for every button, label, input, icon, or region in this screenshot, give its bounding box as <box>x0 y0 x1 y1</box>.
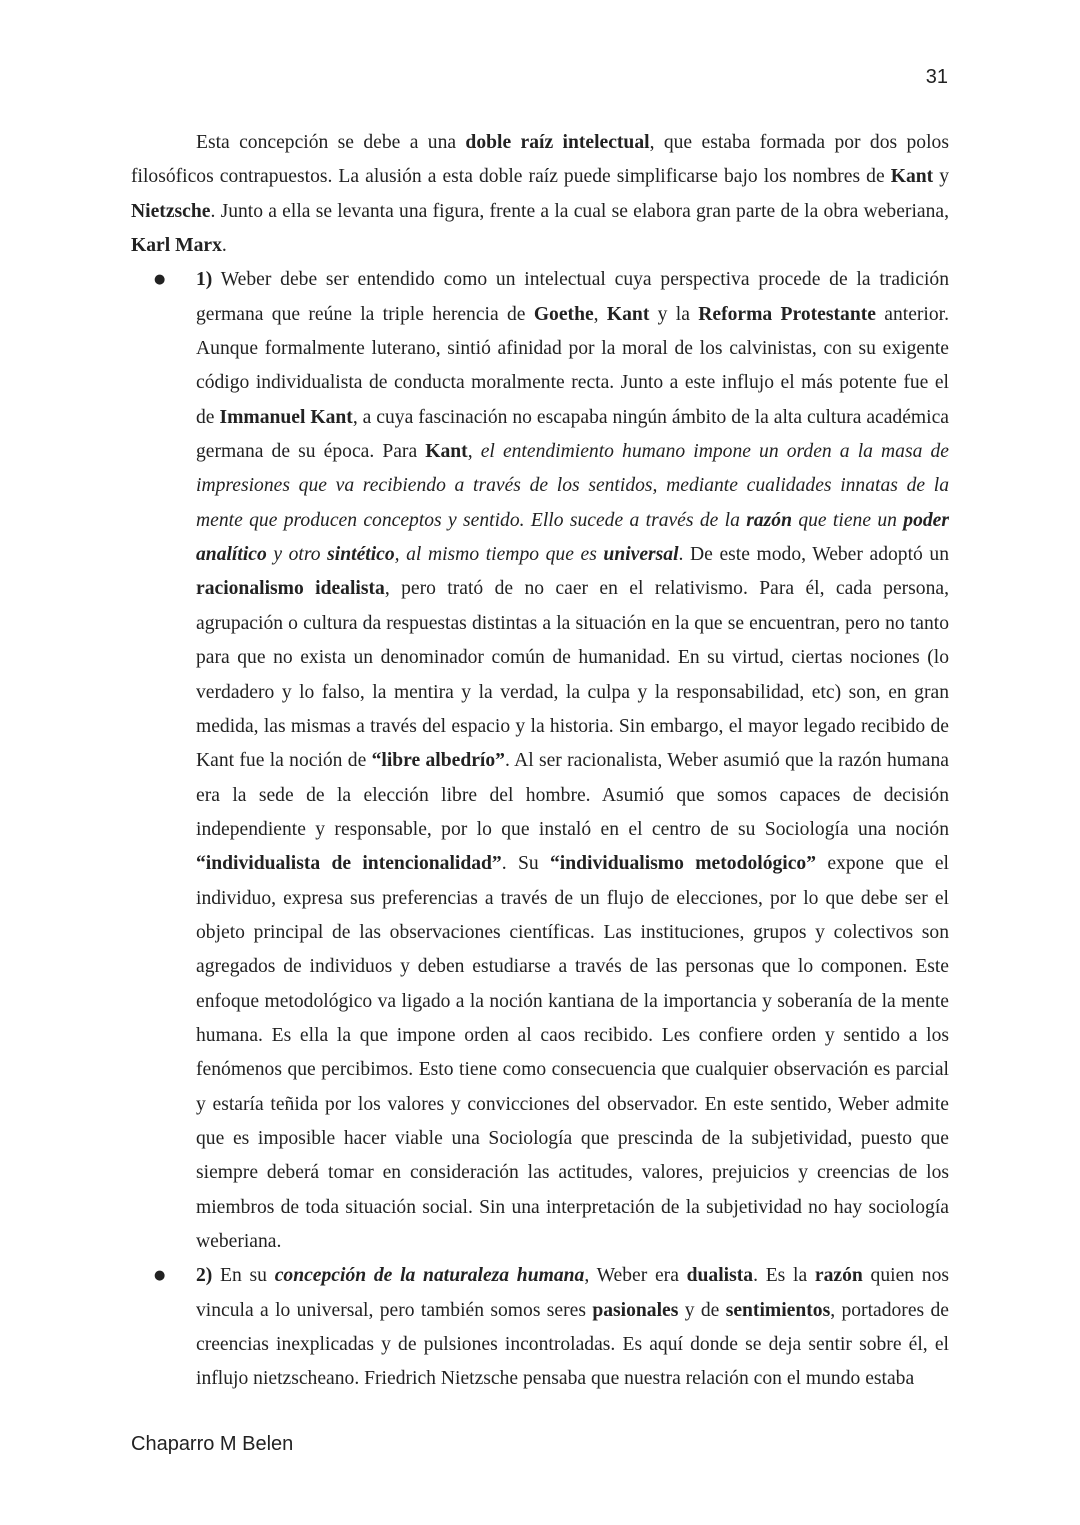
list-item: ● 1) Weber debe ser entendido como un intelectual cuya perspectiva procede de la tradición germana que reúne la triple herencia de Goethe, Kant y la Reforma Protestante anterior. Aunque formalmente luterano, sintió afinidad por la moral de los calvinistas, con su exigente código individualista de conducta moralmente recta. Junto a este influjo el más potente fue el de Immanuel Kant, a cuya fascinación no escapaba ningún ámbito de la alta cultura académica germana de su época. Para Kant, el entendimiento humano impone un orden a la masa de impresiones que va recibiendo a través de los sentidos, mediante cualidades innatas de la mente que producen conceptos y sentido. Ello sucede a través de la razón que tiene un poder analítico y otro sintético, al mismo tiempo que es universal. De este modo, Weber adoptó un racionalismo idealista, pero trató de no caer en el relativismo. Para él, cada persona, agrupación o cultura da respuestas distintas a la situación en la que se encuentran, pero no tanto para que no exista un denominador común de humanidad. En su virtud, ciertas nociones (lo verdadero y lo falso, la mentira y la verdad, la culpa y la responsabilidad, etc) son, en gran medida, las mismas a través del espacio y la historia. Sin embargo, el mayor legado recibido de Kant fue la noción de “libre albedrío”. Al ser racionalista, Weber asumió que la razón humana era la sede de la elección libre del hombre. Asumió que somos capaces de decisión independiente y responsable, por lo que instaló en el centro de su Sociología una noción “individualista de intencionalidad”. Su “individualismo metodológico” expone que el individuo, expresa sus preferencias a través de un flujo de elecciones, por lo que debe ser el objeto principal de las observaciones científicas. Las instituciones, grupos y colectivos son agregados de individuos y deben estudiarse a través de las personas que lo componen. Este enfoque metodológico va ligado a la noción kantiana de la importancia y soberanía de la mente humana. Es ella la que impone orden al caos recibido. Les confiere orden y sentido a los fenómenos que percibimos. Esto tiene como consecuencia que cualquier observación es parcial y estaría teñida por los valores y convicciones del observador. En este sentido, Weber admite que es imposible hacer viable una Sociología que prescinda de la subjetividad, puesto que siempre deberá tomar en consideración las actitudes, valores, prejuicios y creencias de los miembros de toda situación social. Sin una interpretación de la subjetividad no hay sociología weberiana. <box>196 263 949 1259</box>
bullet-list <box>131 263 949 1396</box>
page-number: 31 <box>925 66 948 88</box>
list-item: ● 2) En su concepción de la naturaleza humana, Weber era dualista. Es la razón quien nos vincula a lo universal, pero también somos seres pasionales y de sentimientos, portadores de creencias inexplicadas y de pulsiones incontroladas. Es aquí donde se deja sentir sobre él, el influjo nietzscheano. Friedrich Nietzsche pensaba que nuestra relación con el mundo estaba <box>196 1259 949 1396</box>
intro-paragraph: Esta concepción se debe a una doble raíz intelectual, que estaba formada por dos polos filosóficos contrapuestos. La alusión a esta doble raíz puede simplificarse bajo los nombres de Kant y Nietzsche. Junto a ella se levanta una figura, frente a la cual se elabora gran parte de la obra weberiana, Karl Marx. <box>131 132 950 257</box>
document-body <box>131 126 949 1397</box>
footer-author: Chaparro M Belen <box>131 1433 294 1455</box>
bullet-icon: ● <box>154 1268 166 1284</box>
bullet-icon: ● <box>154 272 166 288</box>
